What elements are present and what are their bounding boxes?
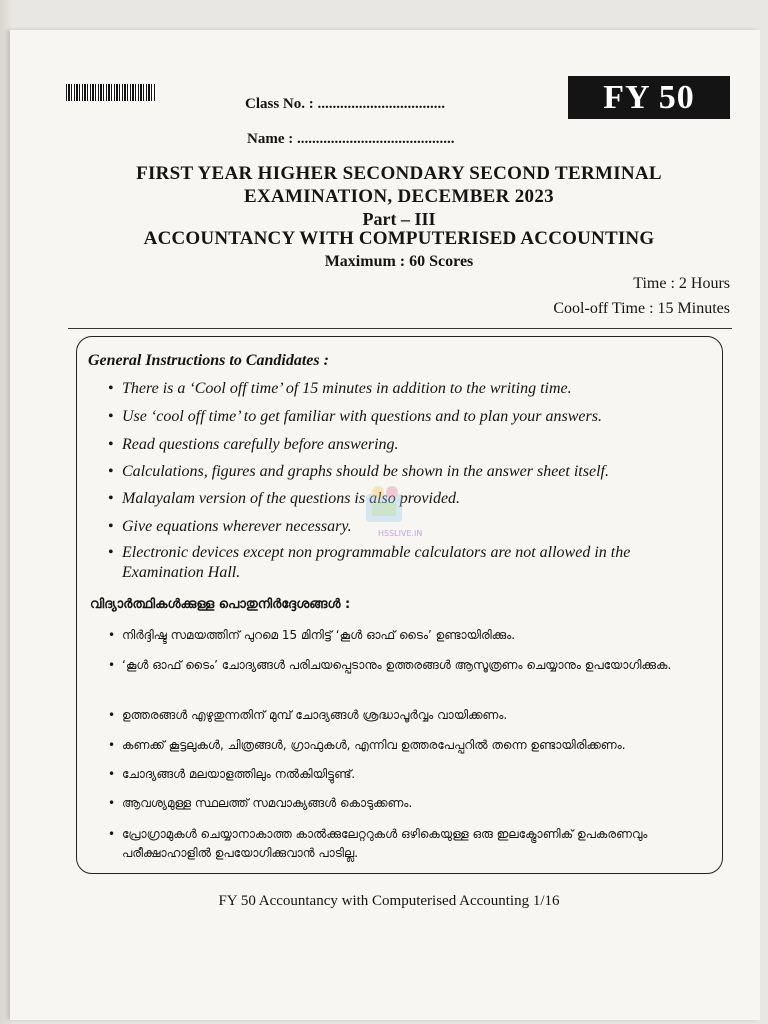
instruction-item: • Read questions carefully before answering.	[108, 436, 399, 453]
malayalam-item: • ഉത്തരങ്ങൾ എഴുതുന്നതിന് മുമ്പ് ചോദ്യങ്ങൾ ശ്രദ്ധാപൂർവ്വം വായിക്കണം.	[108, 708, 508, 722]
max-scores: Maximum : 60 Scores	[324, 253, 474, 270]
malayalam-item: • ആവശ്യമുള്ള സ്ഥലത്ത് സമവാക്യങ്ങൾ കൊടുക്കണം.	[108, 796, 413, 810]
paper-code-badge: FY 50	[568, 76, 730, 119]
instruction-item: • There is a ‘Cool off time’ of 15 minutes in addition to the writing time.	[108, 380, 572, 397]
instruction-item: • Electronic devices except non programmable calculators are not allowed in the Examination Hall.	[108, 544, 631, 581]
instruction-item: • Use ‘cool off time’ to get familiar with questions and to plan your answers.	[108, 408, 602, 425]
malayalam-item: • ചോദ്യങ്ങൾ മലയാളത്തിലും നൽകിയിട്ടുണ്ട്.	[108, 767, 356, 781]
instruction-item: • Calculations, figures and graphs should be shown in the answer sheet itself.	[108, 463, 609, 480]
watermark-text: HSSLIVE.IN	[378, 529, 423, 538]
instructions-heading: General Instructions to Candidates :	[88, 352, 329, 369]
watermark-logo-icon	[352, 484, 416, 532]
malayalam-item: • കണക്ക് കൂട്ടലുകൾ, ചിത്രങ്ങൾ, ഗ്രാഫുകൾ, എന്നിവ ഉത്തരപേപ്പറിൽ തന്നെ ഉണ്ടായിരിക്കണം.	[108, 738, 626, 752]
exam-title-line1: FIRST YEAR HIGHER SECONDARY SECOND TERMINAL	[136, 163, 662, 184]
malayalam-item: • പ്രോഗ്രാമുകൾ ചെയ്യാനാകാത്ത കാൽക്കുലേറ്ററുകൾ ഒഴികെയുള്ള ഒരു ഇലക്ട്രോണിക് ഉപകരണവും പരീക്ഷാഹാളിൽ ഉപയോഗിക്കുവാൻ പാടില്ല.	[108, 827, 648, 860]
malayalam-item: • നിർദ്ദിഷ്ട സമയത്തിന് പുറമെ 15 മിനിട്ട് ‘കൂൾ ഓഫ് ടൈം’ ഉണ്ടായിരിക്കും.	[108, 628, 516, 642]
part-label: Part – III	[362, 209, 436, 229]
header-divider	[68, 328, 732, 329]
instruction-item: • Give equations wherever necessary.	[108, 518, 352, 535]
exam-title-line2: EXAMINATION, DECEMBER 2023	[244, 186, 554, 207]
cool-off-label: Cool-off Time : 15 Minutes	[553, 300, 730, 317]
time-label: Time : 2 Hours	[633, 275, 730, 292]
malayalam-item: • ‘കൂൾ ഓഫ് ടൈം’ ചോദ്യങ്ങൾ പരിചയപ്പെടാനും ഉത്തരങ്ങൾ ആസൂത്രണം ചെയ്യാനും ഉപയോഗിക്കുക.	[108, 658, 672, 672]
malayalam-heading: വിദ്യാർത്ഥികൾക്കുള്ള പൊതുനിർദ്ദേശങ്ങൾ :	[90, 597, 351, 612]
page-footer: FY 50 Accountancy with Computerised Accounting 1/16	[218, 893, 560, 909]
name-field: Name : ..........................................	[247, 131, 455, 147]
instruction-item: • Malayalam version of the questions is also provided.	[108, 490, 461, 507]
class-no-field: Class No. : ..................................	[245, 96, 446, 112]
subject-title: ACCOUNTANCY WITH COMPUTERISED ACCOUNTING	[143, 228, 655, 249]
barcode	[66, 84, 156, 101]
